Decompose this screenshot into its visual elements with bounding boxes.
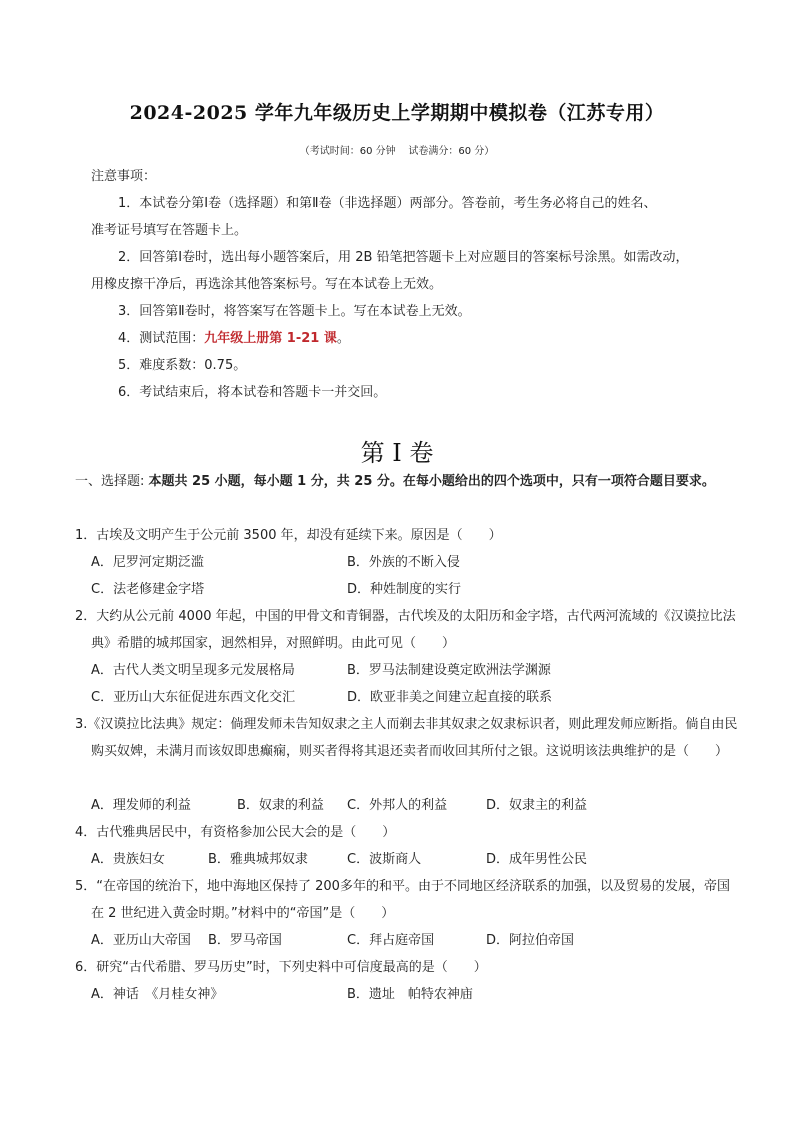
section-instructions [75,468,725,495]
test-range: 九年级上册第 1-21 课 [204,331,337,346]
question-6: 6．研究“古代希腊、罗马历史”时，下列史料中可信度最高的是（ ） [75,960,487,975]
notes-heading: 注意事项： [91,169,157,184]
option-d: D．种姓制度的实行 [347,582,462,597]
option-b: B．遗址 帕特农神庙 [347,987,473,1002]
instructions-text: 本题共 25 小题，每小题 1 分，共 25 分。在每小题给出的四个选项中，只有一项符合题目要求。 [148,474,715,489]
option-d: D．成年男性公民 [486,852,588,867]
note-4-prefix: 4．测试范围： [118,331,205,346]
section-title: 第 I 卷 [360,439,434,467]
question-3-options [91,792,587,819]
option-a: A．尼罗河定期泛滥 [91,555,204,570]
note-2b: 用橡皮擦干净后，再选涂其他答案标号。写在本试卷上无效。 [91,277,443,292]
instructions-prefix: 一、选择题: [75,474,149,489]
option-a: A．神话 《月桂女神》 [91,987,224,1002]
option-d: D．奴隶主的利益 [486,798,588,813]
option-a: A．古代人类文明呈现多元发展格局 [91,663,295,678]
note-2a: 2．回答第Ⅰ卷时，选出每小题答案后，用 2B 铅笔把答题卡上对应题目的答案标号涂黑。如需改动， [118,250,689,265]
option-b: B．罗马帝国 [208,933,282,948]
note-6: 6．考试结束后，将本试卷和答题卡一并交回。 [118,385,387,400]
exam-info: （考试时间：60 分钟 试卷满分：60 分） [299,146,495,157]
option-c: C．外邦人的利益 [347,798,448,813]
question-5: 5．“在帝国的统治下，地中海地区保持了 200多年的和平。由于不同地区经济联系的加强，以及贸易的发展，帝国在 2 世纪进入黄金时期。”材料中的“帝国”是（ ） [75,879,730,921]
option-a: A．理发师的利益 [91,798,191,813]
option-c: C．亚历山大东征促进东西文化交汇 [91,690,296,705]
note-4-suffix: 。 [336,331,350,346]
option-b: B．外族的不断入侵 [347,555,460,570]
question-4-options [91,846,587,873]
note-4 [118,329,350,349]
option-c: C．波斯商人 [347,852,422,867]
note-1b: 准考证号填写在答题卡上。 [91,223,248,238]
question-2-options [91,657,552,711]
option-d: D．欧亚非美之间建立起直接的联系 [347,690,553,705]
question-5-options [91,927,574,954]
note-5: 5．难度系数：0.75。 [118,358,247,373]
note-1a: 1．本试卷分第Ⅰ卷（选择题）和第Ⅱ卷（非选择题）两部分。答卷前，考生务必将自己的姓名、 [118,196,657,211]
option-b: B．奴隶的利益 [237,798,324,813]
question-3: 3.《汉谟拉比法典》规定：倘理发师未告知奴隶之主人而剃去非其奴隶之奴隶标识者，则此理发师应断指。倘自由民购买奴婢，未满月而该奴即患癫痫，则买者得将其退还卖者而收回其所付之银。这说明该法典维护的是（ ） [75,717,738,759]
question-1: 1．古埃及文明产生于公元前 3500 年，却没有延续下来。原因是（ ） [75,528,502,543]
option-c: C．法老修建金字塔 [91,582,205,597]
question-1-options [91,549,461,603]
page-title: 2024-2025 学年九年级历史上学期期中模拟卷（江苏专用） [129,102,665,124]
question-6-options [91,981,473,1008]
question-2: 2．大约从公元前 4000 年起，中国的甲骨文和青铜器，古代埃及的太阳历和金字塔，古代两河流域的《汉谟拉比法典》希腊的城邦国家，迥然相异，对照鲜明。由此可见（ ） [75,609,736,651]
option-a: A．亚历山大帝国 [91,933,191,948]
note-3: 3．回答第Ⅱ卷时，将答案写在答题卡上。写在本试卷上无效。 [118,304,471,319]
question-4: 4．古代雅典居民中，有资格参加公民大会的是（ ） [75,825,396,840]
option-a: A．贵族妇女 [91,852,165,867]
option-d: D．阿拉伯帝国 [486,933,575,948]
option-b: B．罗马法制建设奠定欧洲法学渊源 [347,663,551,678]
option-c: C．拜占庭帝国 [347,933,435,948]
option-b: B．雅典城邦奴隶 [208,852,308,867]
